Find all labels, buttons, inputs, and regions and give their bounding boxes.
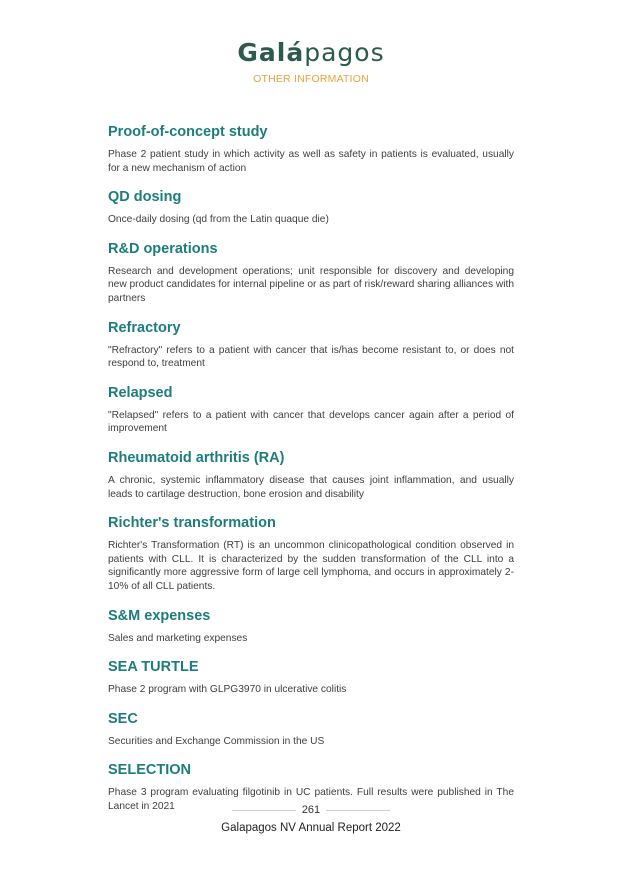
glossary-term-rd-operations: R&D operations <box>108 240 218 257</box>
page-number-row <box>0 803 622 817</box>
glossary-term-sea-turtle: SEA TURTLE <box>108 659 199 676</box>
glossary-definition-rd-operations: Research and development operations; unit responsible for discovery and developing new product candidates for internal pipeline or as part of risk/reward sharing alliances with partners <box>108 265 515 304</box>
glossary-term-qd-dosing: QD dosing <box>108 189 182 206</box>
glossary-definition-sec: Securities and Exchange Commission in the US <box>108 735 325 747</box>
glossary-definition-richters-transformation: Richter's Transformation (RT) is an uncommon clinicopathological condition observed in patients with CLL. It is characterized by the sudden transformation of the CLL into a significantly more aggressive form of large cell lymphoma, and occurs in approximately 2-10% of all CLL patients. <box>108 540 514 592</box>
glossary-definition-sm-expenses: Sales and marketing expenses <box>108 632 248 644</box>
glossary-definition-sea-turtle: Phase 2 program with GLPG3970 in ulcerative colitis <box>108 684 347 696</box>
page-number: 261 <box>301 804 321 816</box>
glossary-definition-proof-of-concept: Phase 2 patient study in which activity as well as safety in patients is evaluated, usually for a new mechanism of action <box>108 149 514 174</box>
glossary-term-rheumatoid-arthritis: Rheumatoid arthritis (RA) <box>108 449 285 466</box>
report-title: Galapagos NV Annual Report 2022 <box>221 822 401 834</box>
galapagos-logo <box>0 38 622 68</box>
glossary-term-richters-transformation: Richter's transformation <box>108 515 276 532</box>
glossary-term-sm-expenses: S&M expenses <box>108 607 211 624</box>
logo-light-part: pagos <box>304 38 385 67</box>
section-label: OTHER INFORMATION <box>253 73 369 85</box>
glossary-term-selection: SELECTION <box>108 762 191 779</box>
page-header <box>0 38 622 86</box>
glossary-definition-qd-dosing: Once-daily dosing (qd from the Latin quaque die) <box>108 214 329 226</box>
glossary-term-proof-of-concept: Proof-of-concept study <box>108 124 268 140</box>
glossary-list <box>108 122 514 825</box>
glossary-term-refractory: Refractory <box>108 319 181 336</box>
page-footer <box>0 803 622 836</box>
glossary-definition-selection: Phase 3 program evaluating filgotinib in UC patients. Full results were published in The Lancet in 2021 <box>108 787 514 812</box>
glossary-definition-relapsed: "Relapsed" refers to a patient with cancer that develops cancer again after a period of improvement <box>108 409 514 435</box>
footer-divider-left <box>232 810 296 811</box>
glossary-definition-refractory: "Refractory" refers to a patient with cancer that is/has become resistant to, or does not respond to, treatment <box>108 344 514 370</box>
footer-divider-right <box>326 810 390 811</box>
glossary-term-relapsed: Relapsed <box>108 384 173 401</box>
glossary-definition-rheumatoid-arthritis: A chronic, systemic inflammatory disease that causes joint inflammation, and usually leads to cartilage destruction, bone erosion and disability <box>108 474 514 500</box>
logo-bold-part: Galá <box>237 38 305 67</box>
glossary-term-sec: SEC <box>108 710 138 727</box>
